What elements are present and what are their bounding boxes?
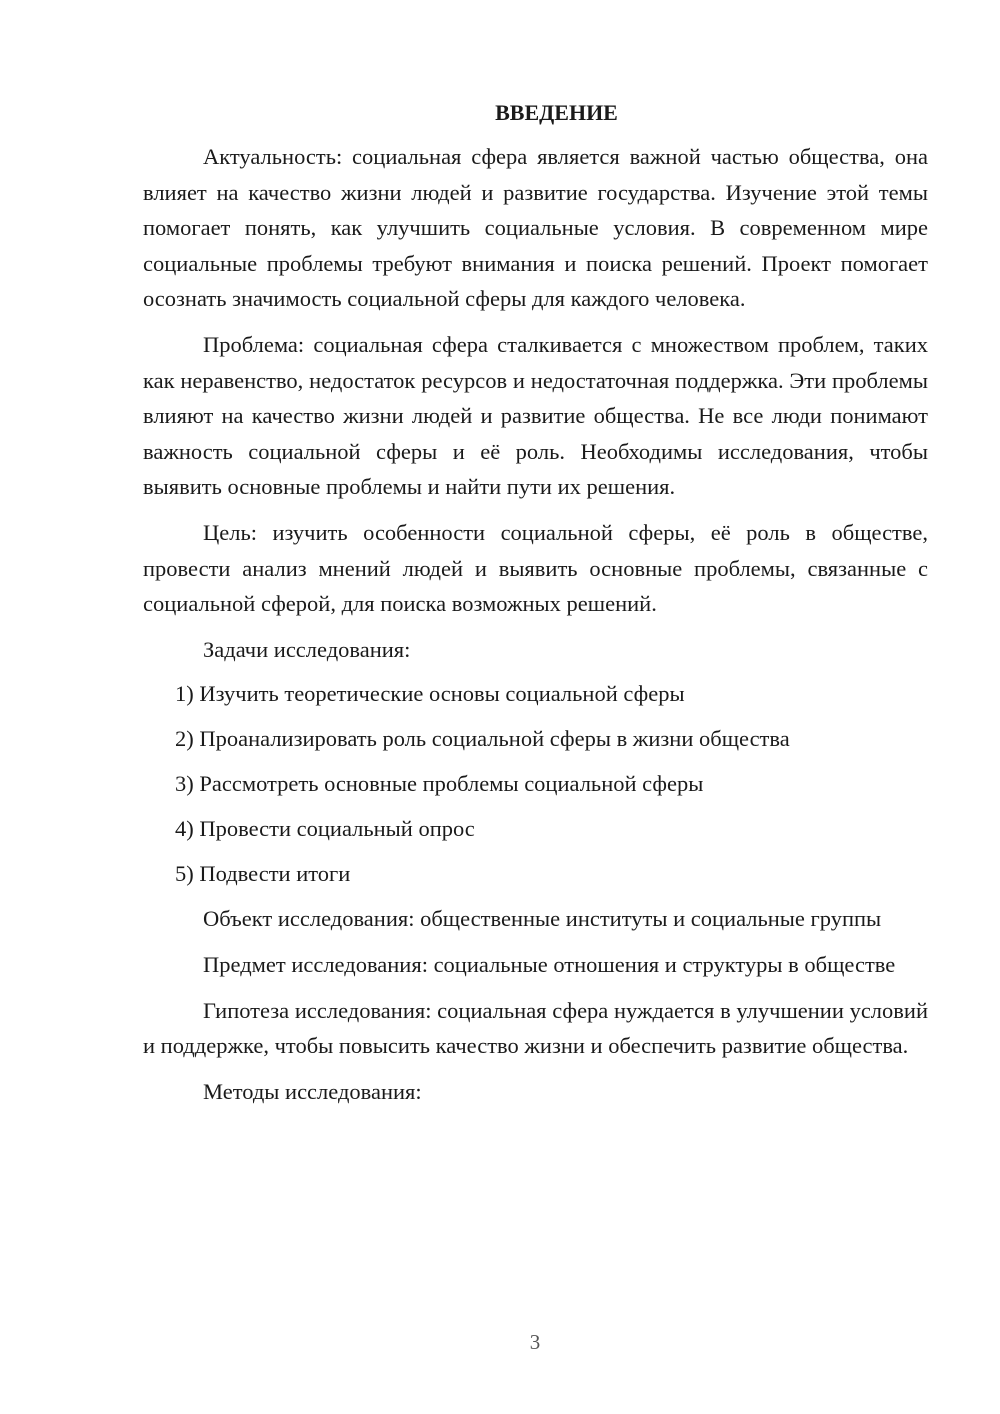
methods-heading: Методы исследования: <box>203 1078 422 1104</box>
task-item: 1) Изучить теоретические основы социальной сферы <box>175 681 685 707</box>
page-title: ВВЕДЕНИЕ <box>495 100 618 125</box>
task-item: 4) Провести социальный опрос <box>175 816 475 842</box>
page-number: 3 <box>529 1330 541 1354</box>
task-item: 5) Подвести итоги <box>175 861 351 887</box>
tasks-heading: Задачи исследования: <box>203 636 411 662</box>
subject-paragraph: Предмет исследования: социальные отношения и структуры в обществе <box>203 951 896 977</box>
relevance-paragraph: Актуальность: социальная сфера является важной частью общества, она влияет на качество жизни людей и развитие государства. Изучение этой темы помогает понять, как улучшить социальные условия. В современном мире социальные проблемы требуют внимания и поиска решений. Проект помогает осознать значимость социальной сферы для каждого человека. <box>143 144 928 312</box>
page-content <box>143 95 928 1119</box>
problem-paragraph: Проблема: социальная сфера сталкивается с множеством проблем, таких как неравенство, недостаток ресурсов и недостаточная поддержка. Эти проблемы влияют на качество жизни людей и развитие общества. Не все люди понимают важность социальной сферы и её роль. Необходимы исследования, чтобы выявить основные проблемы и найти пути их решения. <box>143 331 928 500</box>
goal-paragraph: Цель: изучить особенности социальной сферы, её роль в обществе, провести анализ мнений людей и выявить основные проблемы, связанные с социальной сферой, для поиска возможных решений. <box>143 519 928 617</box>
hypothesis-paragraph: Гипотеза исследования: социальная сфера нуждается в улучшении условий и поддержке, чтобы повысить качество жизни и обеспечить развитие общества. <box>143 997 928 1059</box>
object-paragraph: Объект исследования: общественные институты и социальные группы <box>203 906 882 932</box>
task-item: 2) Проанализировать роль социальной сферы в жизни общества <box>175 726 790 752</box>
tasks-list <box>143 676 928 892</box>
task-item: 3) Рассмотреть основные проблемы социальной сферы <box>175 771 704 797</box>
